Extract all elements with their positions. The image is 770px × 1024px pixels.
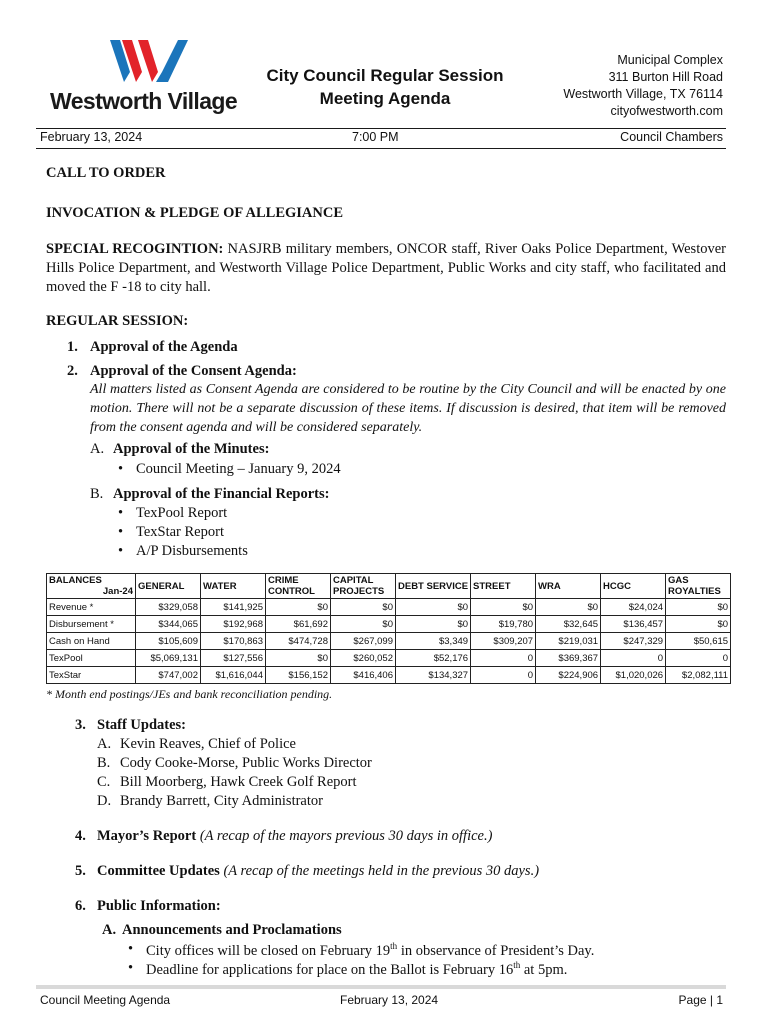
website-link[interactable]: cityofwestworth.com	[610, 104, 723, 118]
table-cell: 0	[666, 650, 731, 667]
balances-table	[46, 573, 731, 684]
table-cell: $344,065	[136, 616, 201, 633]
item-4-number: 4.	[75, 828, 86, 844]
consent-agenda-note: All matters listed as Consent Agenda are considered to be routine by the City Council and will be enacted by one motion. There will not be a separate discussion of these items. If discussion is desired, that item will be removed from the consent agenda and will be considered separately.	[90, 382, 726, 435]
table-cell: $0	[666, 616, 731, 633]
page-title	[250, 64, 520, 110]
call-to-order-heading: CALL TO ORDER	[46, 165, 166, 181]
table-cell: $5,069,131	[136, 650, 201, 667]
table-cell: $52,176	[396, 650, 471, 667]
table-cell: $24,024	[601, 599, 666, 616]
ordinal-suffix: th	[390, 941, 398, 951]
table-cell: $329,058	[136, 599, 201, 616]
bullet-item: • Council Meeting – January 9, 2024	[136, 461, 341, 478]
table-period: Jan-24	[102, 586, 133, 597]
announcement-text: in observance of President’s Day.	[397, 942, 595, 959]
table-cell: 0	[601, 650, 666, 667]
address-line: 311 Burton Hill Road	[608, 70, 723, 84]
meeting-location: Council Chambers	[620, 130, 723, 144]
table-cell: 0	[471, 667, 536, 684]
logo-wordmark: Westworth Village	[50, 88, 238, 114]
table-cell: $50,615	[666, 633, 731, 650]
table-cell: $2,082,111	[666, 667, 731, 684]
item-2-number: 2.	[67, 363, 78, 379]
table-row	[47, 667, 731, 684]
table-cell: $219,031	[536, 633, 601, 650]
announcement-item	[146, 960, 567, 979]
table-cell: $1,020,026	[601, 667, 666, 684]
staff-update-name: Cody Cooke-Morse, Public Works Director	[120, 755, 372, 771]
item-5-label: Committee Updates	[97, 863, 220, 879]
table-cell: $309,207	[471, 633, 536, 650]
special-recognition-text: NASJRB military members, ONCOR staff, River Oaks Police Department, Westover Hills Police Department, and Westworth Village Police Department, Public Works and city staff, who facilitated and moved the F -18 to city hall.	[46, 241, 726, 295]
logo-w-mark-icon	[108, 38, 194, 84]
footer-divider	[36, 985, 726, 989]
item-6-number: 6.	[75, 898, 86, 914]
item-3-label: Staff Updates:	[97, 717, 187, 733]
staff-update-name: Bill Moorberg, Hawk Creek Golf Report	[120, 774, 357, 790]
table-cell: $247,329	[601, 633, 666, 650]
item-1-label: Approval of the Agenda	[90, 339, 238, 355]
staff-update-letter: C.	[97, 774, 111, 790]
staff-update-letter: B.	[97, 755, 111, 771]
table-header-row	[47, 574, 731, 599]
bullet-item: • TexStar Report	[136, 524, 224, 541]
table-cell: $19,780	[471, 616, 536, 633]
table-cell: 0	[471, 650, 536, 667]
row-label: Disbursement *	[47, 616, 136, 633]
announcement-item	[146, 941, 594, 960]
meeting-time: 7:00 PM	[352, 130, 399, 144]
title-line-2: Meeting Agenda	[319, 89, 451, 108]
header-divider-lower	[36, 148, 726, 149]
table-cell: $747,002	[136, 667, 201, 684]
table-cell: $0	[396, 616, 471, 633]
staff-update-name: Brandy Barrett, City Administrator	[120, 793, 323, 809]
table-cell: $134,327	[396, 667, 471, 684]
municipal-address	[563, 52, 723, 120]
item-4-line	[97, 828, 492, 845]
staff-update-letter: D.	[97, 793, 112, 809]
item-2b-label: Approval of the Financial Reports:	[113, 486, 330, 502]
table-corner-cell	[47, 574, 136, 599]
column-header: DEBT SERVICE	[396, 574, 471, 599]
item-6a-label: Announcements and Proclamations	[122, 922, 342, 938]
invocation-heading: INVOCATION & PLEDGE OF ALLEGIANCE	[46, 205, 343, 221]
address-line: Municipal Complex	[617, 53, 723, 67]
row-label: TexStar	[47, 667, 136, 684]
column-header: HCGC	[601, 574, 666, 599]
table-row	[47, 633, 731, 650]
table-cell: $156,152	[266, 667, 331, 684]
table-cell: $61,692	[266, 616, 331, 633]
column-header: GAS ROYALTIES	[666, 574, 731, 599]
row-label: Revenue *	[47, 599, 136, 616]
ordinal-suffix: th	[513, 960, 521, 970]
column-header: GENERAL	[136, 574, 201, 599]
column-header: CRIME CONTROL	[266, 574, 331, 599]
item-2-label: Approval of the Consent Agenda:	[90, 363, 297, 379]
meeting-date: February 13, 2024	[40, 130, 143, 144]
column-header: STREET	[471, 574, 536, 599]
table-cell: $0	[331, 599, 396, 616]
table-cell: $141,925	[201, 599, 266, 616]
table-cell: $0	[396, 599, 471, 616]
address-line: Westworth Village, TX 76114	[563, 87, 723, 101]
title-line-1: City Council Regular Session	[266, 66, 504, 85]
table-corner-title: BALANCES	[49, 575, 102, 586]
item-5-line	[97, 863, 539, 880]
table-cell: $0	[536, 599, 601, 616]
table-cell: $127,556	[201, 650, 266, 667]
column-header: CAPITAL PROJECTS	[331, 574, 396, 599]
table-row	[47, 616, 731, 633]
staff-update-letter: A.	[97, 736, 112, 752]
table-cell: $3,349	[396, 633, 471, 650]
table-cell: $260,052	[331, 650, 396, 667]
row-label: TexPool	[47, 650, 136, 667]
row-label: Cash on Hand	[47, 633, 136, 650]
footer-date: February 13, 2024	[340, 993, 439, 1007]
westworth-village-logo	[50, 38, 250, 122]
column-header: WRA	[536, 574, 601, 599]
footer-page-number: Page | 1	[678, 993, 723, 1007]
table-cell: $369,367	[536, 650, 601, 667]
table-cell: $0	[331, 616, 396, 633]
table-cell: $0	[471, 599, 536, 616]
footer-document-name: Council Meeting Agenda	[40, 993, 171, 1007]
item-5-number: 5.	[75, 863, 86, 879]
table-row	[47, 650, 731, 667]
regular-session-heading: REGULAR SESSION:	[46, 313, 189, 329]
item-1-number: 1.	[67, 339, 78, 355]
item-3-number: 3.	[75, 717, 86, 733]
announcement-text: City offices will be closed on February 19	[146, 942, 391, 959]
bullet-item: • A/P Disbursements	[136, 543, 248, 560]
table-cell: $267,099	[331, 633, 396, 650]
item-6-label: Public Information:	[97, 898, 221, 914]
table-cell: $224,906	[536, 667, 601, 684]
table-cell: $0	[266, 599, 331, 616]
item-5-note: (A recap of the meetings held in the previous 30 days.)	[219, 863, 540, 879]
table-cell: $0	[266, 650, 331, 667]
table-cell: $32,645	[536, 616, 601, 633]
table-cell: $192,968	[201, 616, 266, 633]
special-recognition-label: SPECIAL RECOGINTION:	[46, 241, 224, 257]
item-6a-letter: A.	[102, 922, 117, 938]
special-recognition-paragraph	[46, 240, 726, 297]
table-cell: $170,863	[201, 633, 266, 650]
header-divider	[36, 128, 726, 129]
item-2b-letter: B.	[90, 486, 104, 502]
item-2a-label: Approval of the Minutes:	[113, 441, 270, 457]
announcement-text: at 5pm.	[520, 961, 568, 978]
table-cell: $474,728	[266, 633, 331, 650]
table-cell: $136,457	[601, 616, 666, 633]
table-row	[47, 599, 731, 616]
bullet-item: • TexPool Report	[136, 505, 227, 522]
table-cell: $416,406	[331, 667, 396, 684]
table-footnote: * Month end postings/JEs and bank reconciliation pending.	[46, 687, 333, 701]
item-4-note: (A recap of the mayors previous 30 days in office.)	[196, 828, 493, 844]
table-cell: $1,616,044	[201, 667, 266, 684]
table-cell: $0	[666, 599, 731, 616]
column-header: WATER	[201, 574, 266, 599]
announcement-text: Deadline for applications for place on the Ballot is February 16	[146, 961, 514, 978]
item-4-label: Mayor’s Report	[97, 828, 197, 844]
table-cell: $105,609	[136, 633, 201, 650]
item-2a-letter: A.	[90, 441, 105, 457]
staff-update-name: Kevin Reaves, Chief of Police	[120, 736, 296, 752]
